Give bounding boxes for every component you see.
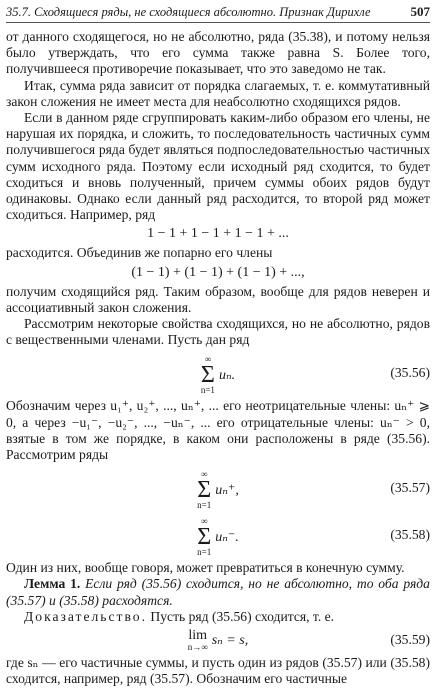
proof-paragraph	[6, 609, 430, 625]
lim-word: lim	[188, 628, 208, 644]
sum-expression	[197, 517, 239, 557]
lemma-heading: Лемма 1.	[24, 576, 81, 592]
lemma-statement: Если ряд (35.56) сходится, но не абсолютно, то оба ряда (35.57) и (35.58) расходятся.	[6, 576, 430, 608]
sigma-symbol	[201, 355, 215, 395]
page-number: 507	[410, 4, 430, 19]
sum-upper-limit: ∞	[201, 516, 208, 527]
sum-lower-limit: n=1	[197, 500, 212, 511]
proof-heading: Доказательство.	[24, 608, 148, 624]
paragraph-2: Итак, сумма ряда зависит от порядка слагаемых, т. е. коммутативный закон сложения не имеет места для неабсолютно сходящихся рядов.	[6, 77, 430, 109]
lemma-paragraph	[6, 576, 430, 608]
book-page	[6, 4, 430, 687]
lim-subscript: n→∞	[187, 642, 208, 653]
paragraph-9: где sₙ — его частичные суммы, и пусть один из рядов (35.57) или (35.58) сходится, например, ряд (35.57). Обозначим его частичные	[6, 655, 430, 687]
formula-35-59	[6, 628, 430, 652]
sum-expression	[201, 355, 235, 395]
sum-term: uₙ⁺,	[215, 482, 239, 498]
formula-35-58	[6, 513, 430, 557]
paragraph-4: расходится. Объединив же попарно его члены	[6, 245, 273, 261]
formula-35-56	[6, 351, 430, 395]
lim-operator	[188, 629, 208, 652]
sum-lower-limit: n=1	[197, 547, 212, 558]
equation-number: (35.59)	[390, 632, 430, 648]
equation-number: (35.58)	[390, 527, 430, 543]
paragraph-7: Обозначим через u₁⁺, u₂⁺, ..., uₙ⁺, ... его неотрицательные члены: uₙ⁺ ⩾ 0, а через −u₁⁻, −u₂⁻, ..., −uₙ⁻, ... его отрицательные члены: uₙ⁻ > 0, взятые в том же порядке, в каком они расположены в ряде (35.56). Рассмотрим ряды	[6, 398, 430, 463]
running-header	[6, 4, 430, 23]
sum-lower-limit: n=1	[200, 385, 215, 396]
sum-expression	[197, 470, 239, 510]
equation-number: (35.57)	[390, 480, 430, 496]
limit-expression	[188, 629, 248, 652]
equation-number: (35.56)	[390, 365, 430, 381]
paragraph-5: получим сходящийся ряд. Таким образом, вообще для рядов неверен и ассоциативный закон сложения.	[6, 283, 430, 315]
sum-term: uₙ⁻.	[215, 529, 239, 545]
sigma-symbol	[197, 470, 211, 510]
paragraph-1: от данного сходящегося, но не абсолютно, ряда (35.38), и потому нельзя было утверждать, что его сумма также равна S. Более того, получившееся противоречие показывает, что это заведомо не так.	[6, 29, 430, 77]
sum-term: uₙ.	[218, 367, 236, 383]
sigma-symbol	[197, 517, 211, 557]
section-title: 35.7. Сходящиеся ряды, не сходящиеся абсолютно. Признак Дирихле	[6, 5, 371, 19]
formula-alternating-series	[6, 226, 430, 242]
paragraph-8: Один из них, вообще говоря, может превратиться в конечную сумму.	[6, 560, 405, 576]
sum-upper-limit: ∞	[201, 469, 208, 480]
proof-text: Пусть ряд (35.56) сходится, т. е.	[150, 608, 335, 624]
sigma-icon: Σ	[197, 477, 212, 504]
formula-35-57	[6, 466, 430, 510]
limit-body: sₙ = s,	[211, 633, 249, 649]
formula-text: 1 − 1 + 1 − 1 + 1 − 1 + ...	[147, 226, 289, 242]
paragraph-6: Рассмотрим некоторые свойства сходящихся, но не абсолютно, рядов с вещественными членами. Пусть дан ряд	[6, 316, 430, 348]
formula-text: (1 − 1) + (1 − 1) + (1 − 1) + ...,	[131, 264, 305, 280]
sigma-icon: Σ	[200, 362, 215, 389]
formula-grouped-series	[6, 265, 430, 281]
paragraph-3: Если в данном ряде сгруппировать каким-либо образом его члены, не нарушая их порядка, и сложить, то последовательность частичных сумм получившегося ряда будет являться подпоследовательностью частичных сумм исходного ряда. Поэтому если исходный ряд сходится, то будет сходиться и вновь полученный, причем суммы обоих рядов будут одинаковы. Однако если данный ряд расходится, то второй ряд может сходиться. Например, ряд	[6, 110, 430, 223]
sum-upper-limit: ∞	[204, 354, 212, 365]
sigma-icon: Σ	[197, 524, 212, 551]
